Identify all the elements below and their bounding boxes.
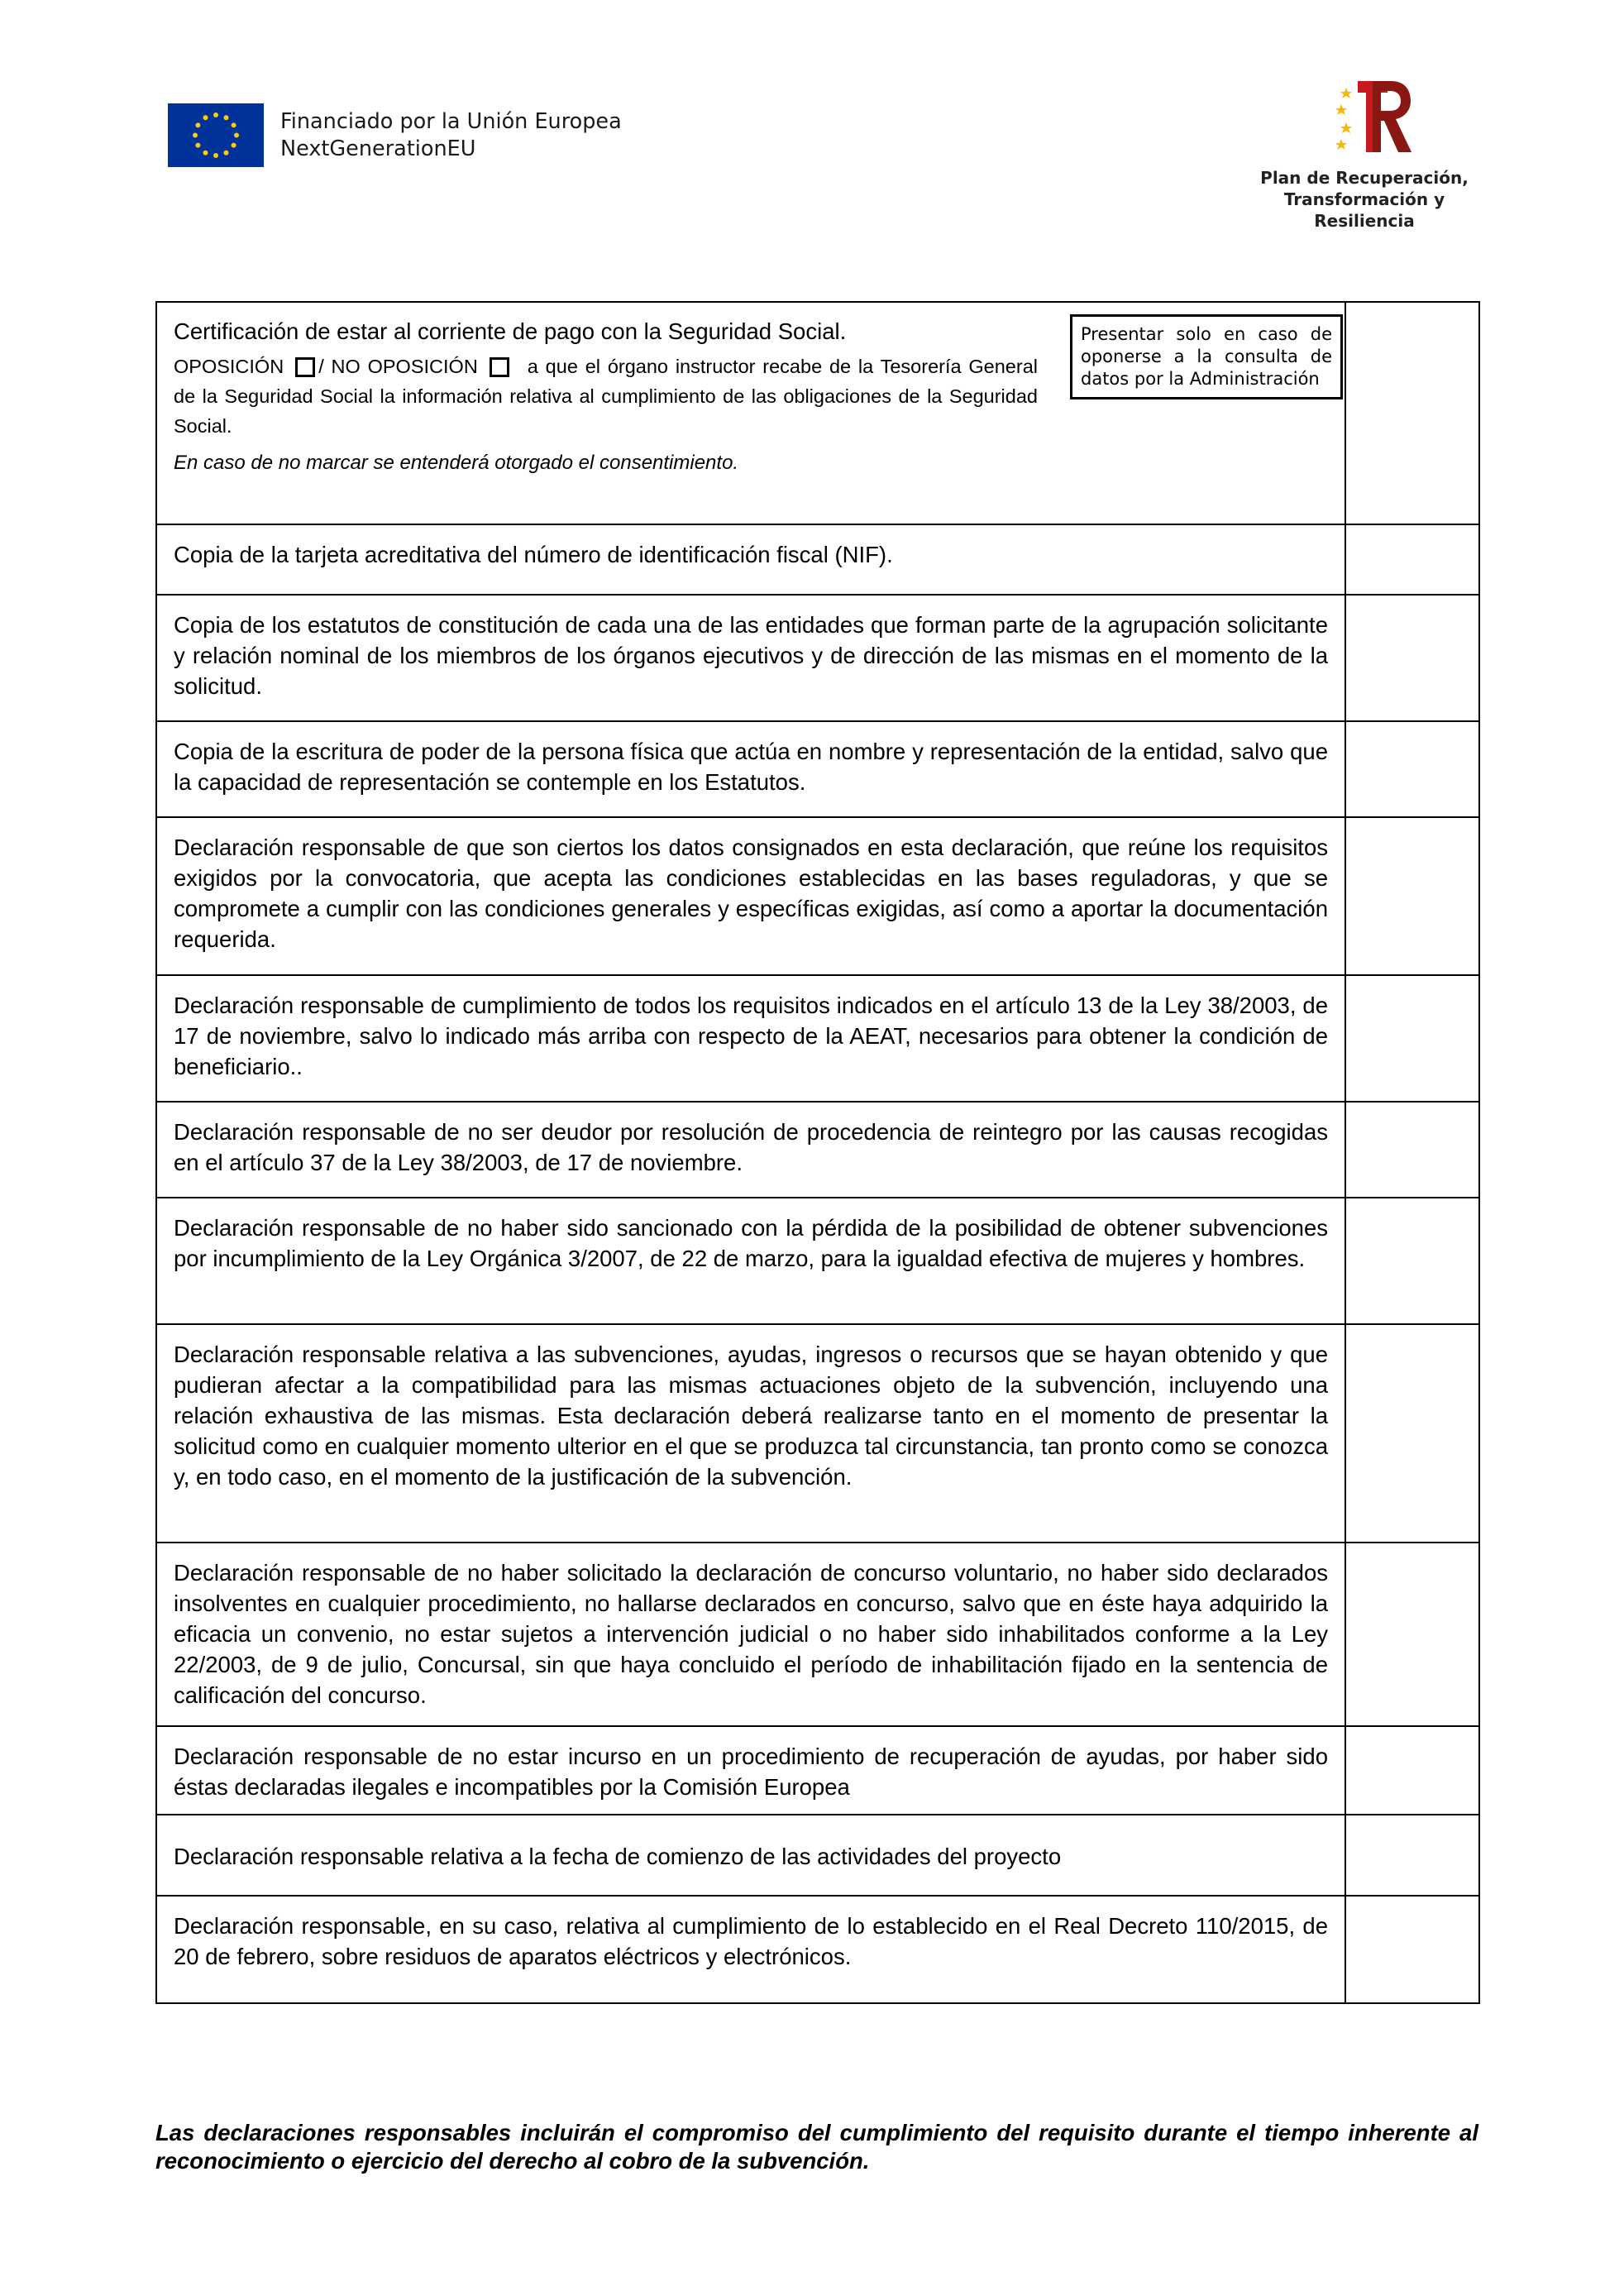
requirement-text: Declaración responsable de no haber solicitado la declaración de concurso voluntario, no haber sido declarados insolventes en cualquier procedimiento, no hallarse declarados en concurso, salvo que en éste haya adquirido la eficacia un convenio, no estar sujetos a intervención judicial o no haber sido inhabilitados conforme a la Ley 22/2003, de 9 de julio, Concursal, sin que haya concluido el período de inhabilitación fijado en la sentencia de calificación del concurso. — [174, 1560, 1328, 1708]
eu-funding-text — [280, 108, 628, 163]
requirement-cell — [156, 1102, 1345, 1198]
requirement-cell — [156, 524, 1345, 595]
requirement-cell — [156, 975, 1345, 1102]
requirement-cell — [156, 1543, 1345, 1726]
consent-note: En caso de no marcar se entenderá otorgado el consentimiento. — [174, 452, 739, 474]
requirement-cell — [156, 595, 1345, 721]
table-row — [156, 1896, 1479, 2003]
seguridad-social-cell — [156, 302, 1345, 524]
check-cell[interactable] — [1345, 975, 1479, 1102]
table-row — [156, 1198, 1479, 1324]
requirement-cell — [156, 1815, 1345, 1896]
requirement-cell — [156, 1896, 1345, 2003]
recovery-plan-line-3: Resiliencia — [1314, 211, 1415, 231]
footer-note: Las declaraciones responsables incluirán el compromiso del cumplimiento del requisito durante el tiempo inherente al reconocimiento o ejercicio del derecho al cobro de la subvención. — [155, 2120, 1478, 2174]
presentar-note-box: Presentar solo en caso de oponerse a la consulta de datos por la Administración — [1070, 314, 1343, 399]
check-cell[interactable] — [1345, 1198, 1479, 1324]
requirement-cell — [156, 1198, 1345, 1324]
no-oposicion-label: / NO OPOSICIÓN — [318, 356, 478, 377]
recovery-plan-text — [1257, 167, 1472, 232]
table-row — [156, 721, 1479, 817]
check-cell[interactable] — [1345, 595, 1479, 721]
requirement-text: Declaración responsable de cumplimiento de todos los requisitos indicados en el artículo 13 de la Ley 38/2003, de 17 de noviembre, salvo lo indicado más arriba con respecto de la AEAT, necesarios para obtener la condición de beneficiario.. — [174, 993, 1328, 1079]
requirement-cell — [156, 817, 1345, 975]
check-cell[interactable] — [1345, 302, 1479, 524]
recovery-plan-line-1: Plan de Recuperación, — [1260, 168, 1469, 188]
table-row-seguridad-social — [156, 302, 1479, 524]
check-cell[interactable] — [1345, 721, 1479, 817]
table-row — [156, 1815, 1479, 1896]
table-row — [156, 817, 1479, 975]
oposicion-text: a que el órgano instructor recabe de la Tesorería General de la Seguridad Social la información relativa al cumplimiento de las obligaciones de la Seguridad Social. — [174, 356, 1038, 437]
eu-funding-line-2: NextGenerationEU — [280, 136, 476, 161]
check-cell[interactable] — [1345, 1815, 1479, 1896]
check-cell[interactable] — [1345, 1102, 1479, 1198]
table-row — [156, 1102, 1479, 1198]
table-row — [156, 595, 1479, 721]
check-cell[interactable] — [1345, 1726, 1479, 1815]
requirement-text: Copia de la tarjeta acreditativa del número de identificación fiscal (NIF). — [174, 542, 893, 567]
requirement-text: Declaración responsable de no haber sido sancionado con la pérdida de la posibilidad de obtener subvenciones por incumplimiento de la Ley Orgánica 3/2007, de 22 de marzo, para la igualdad efectiva de mujeres y hombres. — [174, 1215, 1328, 1271]
check-cell[interactable] — [1345, 1543, 1479, 1726]
table-row — [156, 975, 1479, 1102]
eu-flag-icon — [168, 103, 264, 167]
oposicion-checkbox[interactable] — [295, 357, 315, 377]
oposicion-label: OPOSICIÓN — [174, 356, 284, 377]
requirement-text: Declaración responsable relativa a la fecha de comienzo de las actividades del proyecto — [174, 1844, 1062, 1869]
requirement-text: Copia de los estatutos de constitución de cada una de las entidades que forman parte de la agrupación solicitante y relación nominal de los miembros de los órganos ejecutivos y de dirección de las mismas en el momento de la solicitud. — [174, 612, 1328, 699]
check-cell[interactable] — [1345, 817, 1479, 975]
requirement-cell — [156, 1726, 1345, 1815]
requirement-text: Copia de la escritura de poder de la persona física que actúa en nombre y representación de la entidad, salvo que la capacidad de representación se contemple en los Estatutos. — [174, 739, 1328, 795]
table-row — [156, 1324, 1479, 1543]
requirement-cell — [156, 1324, 1345, 1543]
check-cell[interactable] — [1345, 524, 1479, 595]
recovery-plan-logo — [1257, 79, 1472, 237]
requirement-text: Declaración responsable de no ser deudor por resolución de procedencia de reintegro por las causas recogidas en el artículo 37 de la Ley 38/2003, de 17 de noviembre. — [174, 1119, 1328, 1175]
requirement-text: Declaración responsable de que son ciertos los datos consignados en esta declaración, que reúne los requisitos exigidos por la convocatoria, que acepta las condiciones establecidas en las bases reguladoras, y que se compromete a cumplir con las condiciones generales y específicas exigidas, así como a aportar la documentación requerida. — [174, 835, 1328, 952]
requirement-text: Declaración responsable de no estar incurso en un procedimiento de recuperación de ayudas, por haber sido éstas declaradas ilegales e incompatibles por la Comisión Europea — [174, 1744, 1328, 1800]
check-cell[interactable] — [1345, 1896, 1479, 2003]
recovery-plan-line-2: Transformación y — [1283, 189, 1445, 209]
page-header — [0, 0, 1624, 281]
table-row — [156, 524, 1479, 595]
seguridad-social-title: Certificación de estar al corriente de pago con la Seguridad Social. — [174, 318, 847, 344]
documentation-table — [155, 301, 1480, 2004]
recovery-plan-emblem-icon — [1330, 79, 1414, 154]
check-cell[interactable] — [1345, 1324, 1479, 1543]
requirement-text: Declaración responsable, en su caso, relativa al cumplimiento de lo establecido en el Real Decreto 110/2015, de 20 de febrero, sobre residuos de aparatos eléctricos y electrónicos. — [174, 1913, 1328, 1969]
table-row — [156, 1726, 1479, 1815]
oposicion-statement — [174, 352, 1038, 441]
requirement-cell — [156, 721, 1345, 817]
eu-funding-line-1: Financiado por la Unión Europea — [280, 109, 622, 134]
no-oposicion-checkbox[interactable] — [490, 357, 509, 377]
table-row — [156, 1543, 1479, 1726]
requirement-text: Declaración responsable relativa a las subvenciones, ayudas, ingresos o recursos que se hayan obtenido y que pudieran afectar a la compatibilidad para las mismas actuaciones objeto de la subvención, incluyendo una relación exhaustiva de las mismas. Esta declaración deberá realizarse tanto en el momento de presentar la solicitud como en cualquier momento ulterior en el que se produzca tal circunstancia, tan pronto como se conozca y, en todo caso, en el momento de la justificación de la subvención. — [174, 1342, 1328, 1490]
